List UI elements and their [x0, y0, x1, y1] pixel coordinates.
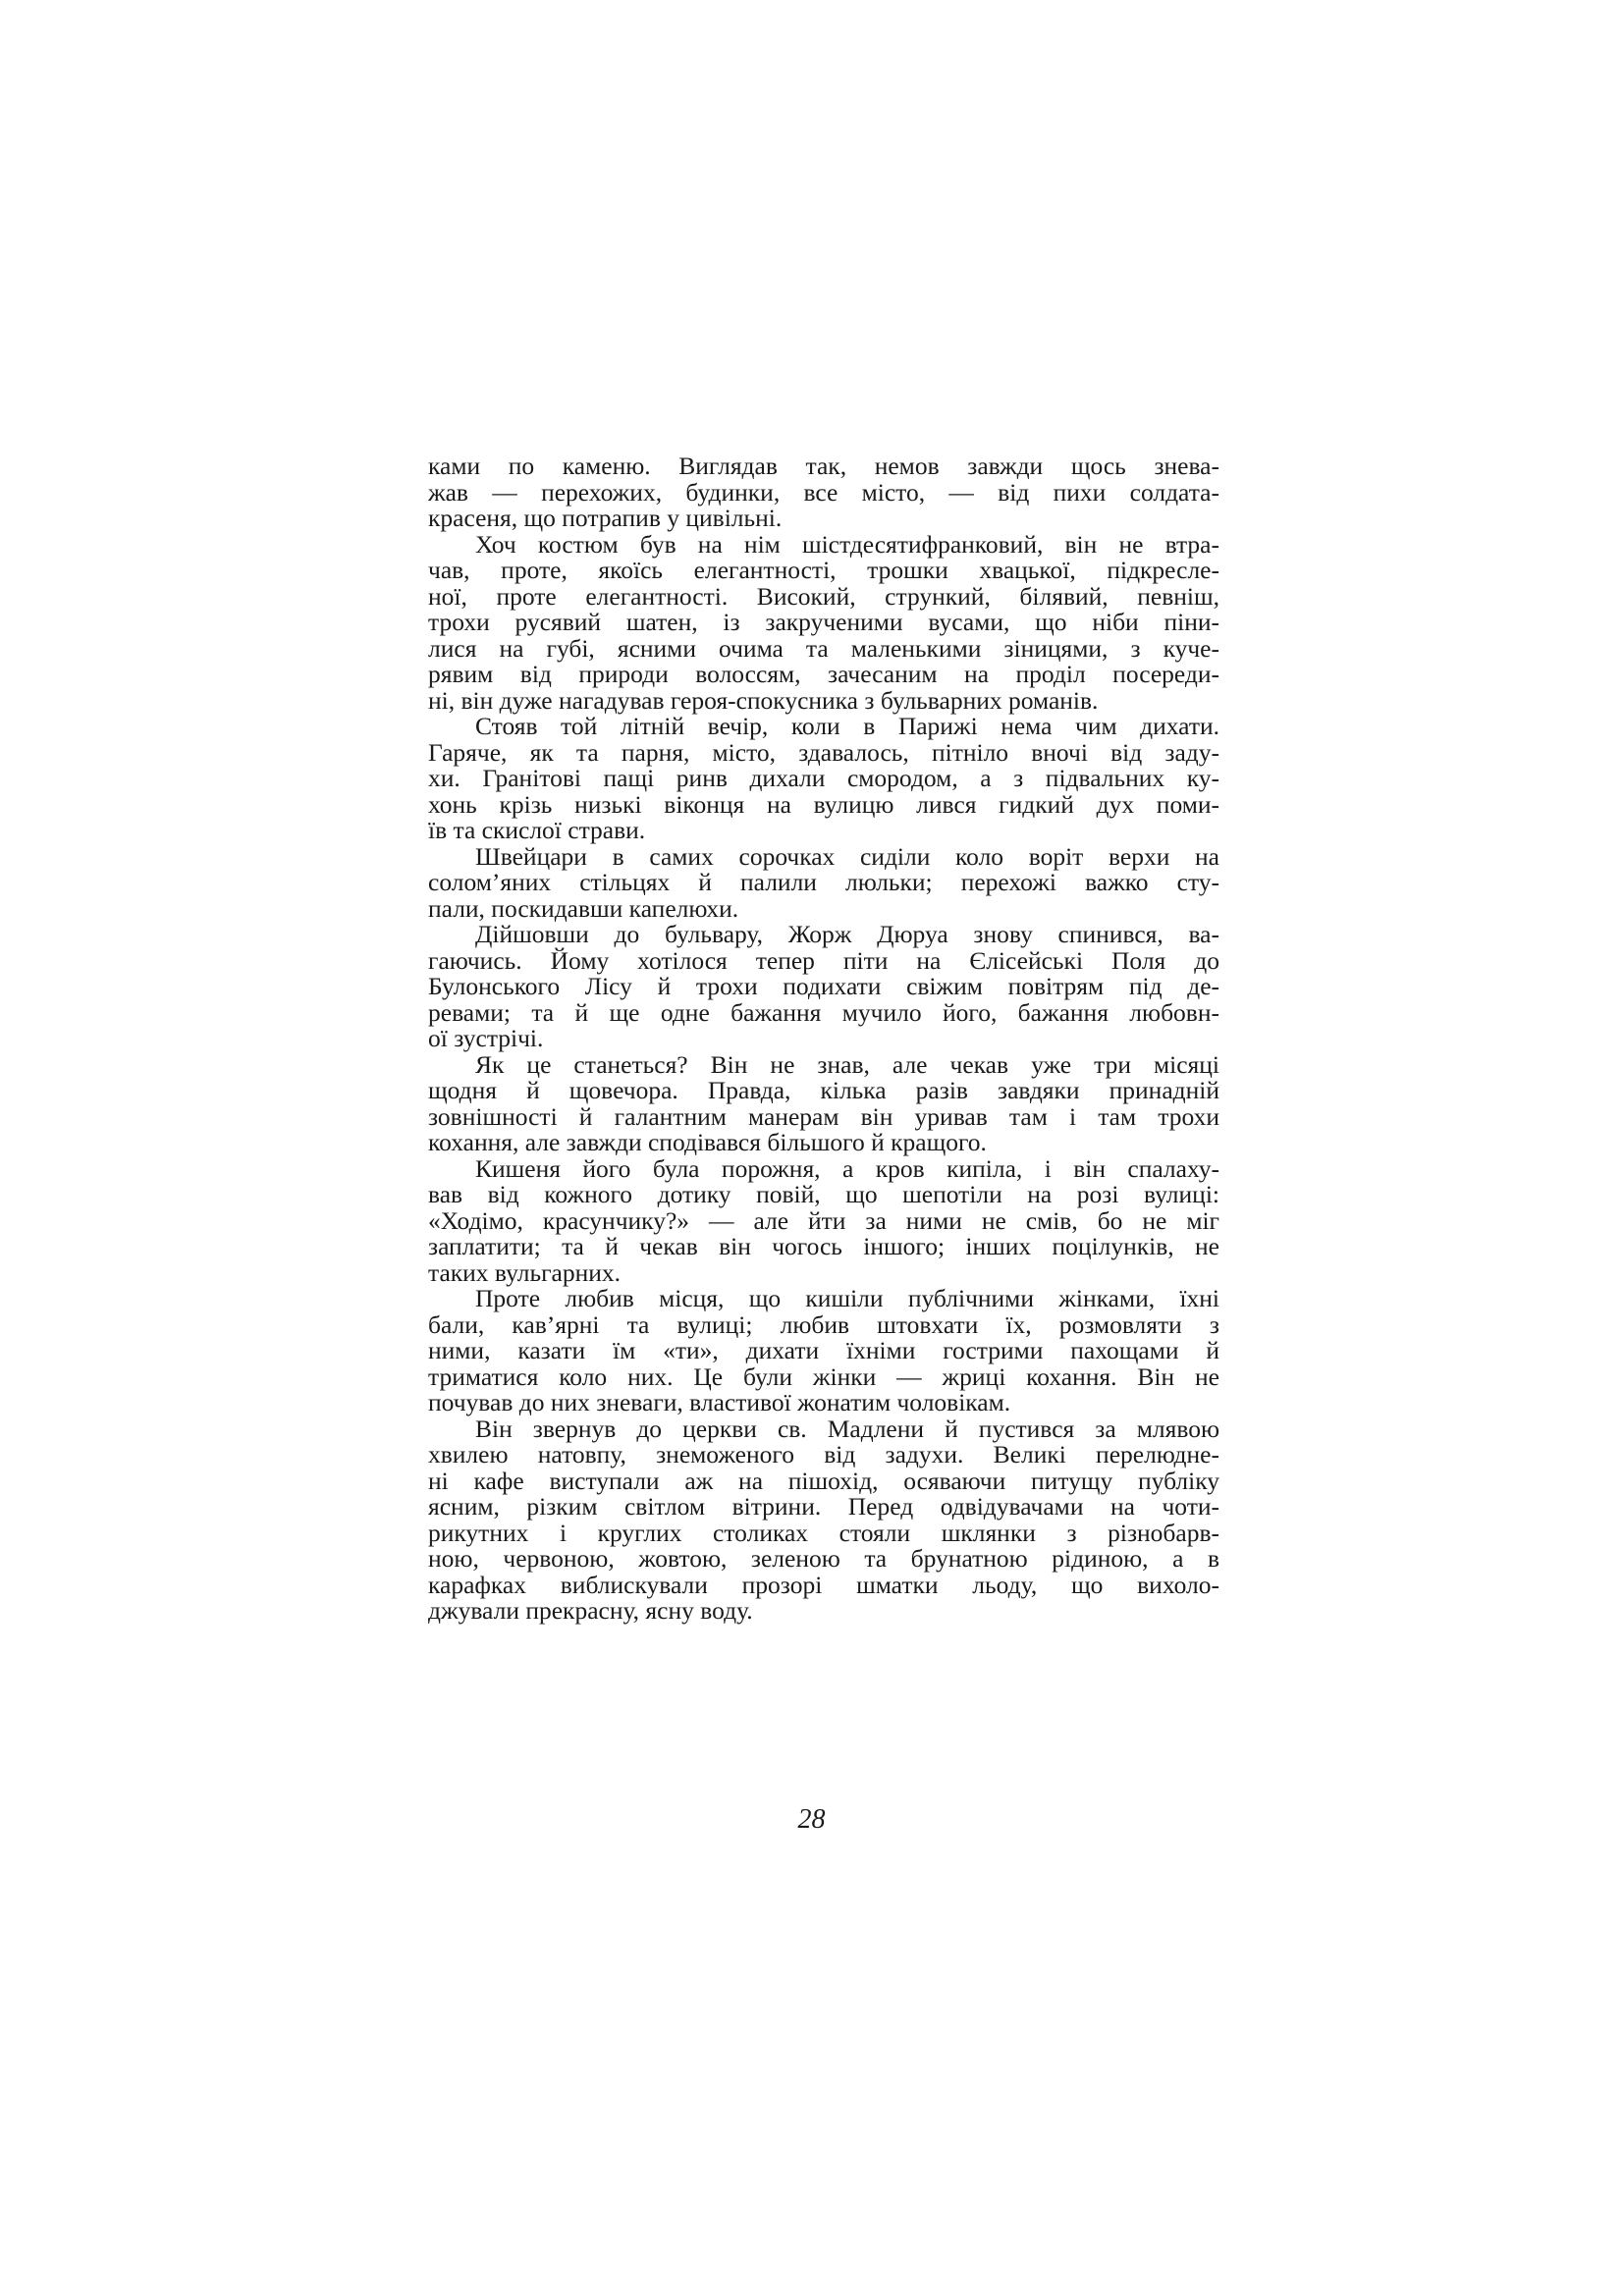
- text-line: ною, червоною, жовтою, зеленою та брунатною рідиною, а в: [428, 1544, 1219, 1573]
- text-line: почував до них зневаги, властивої жонатим чоловікам.: [428, 1388, 1011, 1416]
- text-line: хвилею натовпу, знеможеного від задухи. Великі перелюдне-: [428, 1440, 1219, 1468]
- text-line: Швейцари в самих сорочках сиділи коло воріт верхи на: [475, 841, 1219, 871]
- text-line: карафках виблискували прозорі шматки льоду, що вихоло-: [428, 1570, 1219, 1599]
- text-line: чав, проте, якоїсь елегантності, трошки хвацької, підкресле-: [428, 556, 1219, 584]
- text-line: Проте любив місця, що кишіли публічними жінками, їхні: [475, 1284, 1219, 1312]
- text-line: таких вульгарних.: [428, 1257, 622, 1287]
- text-line: зовнішності й галантним манерам він уривав там і там трохи: [428, 1101, 1219, 1131]
- text-line: хи. Гранітові пащі ринв дихали смородом, а з підвальних ку-: [428, 764, 1219, 792]
- text-line: Він звернув до церкви св. Мадлени й пустився за млявою: [475, 1414, 1219, 1443]
- text-line: бали, кав’ярні та вулиці; любив штовхати їх, розмовляти з: [428, 1309, 1219, 1339]
- paragraph: [428, 1416, 1219, 1625]
- paragraph: [428, 1153, 1219, 1287]
- text-line: солом’яних стільцях й палили люльки; перехожі важко сту-: [428, 868, 1219, 896]
- text-line: заплатити; та й чекав він чогось іншого; інших поцілунків, не: [428, 1232, 1219, 1260]
- text-line: хонь крізь низькі віконця на вулицю лився гидкий дух поми-: [428, 789, 1219, 819]
- text-line: Гаряче, як та парня, місто, здавалось, пітніло вночі від заду-: [428, 737, 1219, 767]
- body-text: [428, 454, 1219, 1625]
- text-line: рикутних і круглих столиках стояли шклянки з різнобарв-: [428, 1518, 1219, 1547]
- text-line: ні, він дуже нагадував героя-спокусника з бульварних романів.: [428, 685, 1099, 715]
- text-line: Хоч костюм був на нім шістдесятифранковий, він не втра-: [475, 529, 1219, 559]
- text-line: Кишеня його була порожня, а кров кипіла, і він спалаху-: [475, 1153, 1219, 1183]
- text-line: ними, казати їм «ти», дихати їхніми гострими пахощами й: [428, 1336, 1219, 1364]
- text-line: красеня, що потрапив у цивільні.: [428, 504, 783, 532]
- text-line: кохання, але завжди сподівався більшого й кращого.: [428, 1128, 987, 1156]
- text-line: їв та скислої страви.: [428, 816, 646, 844]
- text-line: джували прекрасну, ясну воду.: [428, 1596, 753, 1625]
- text-line: Як це станеться? Він не знав, але чекав уже три місяці: [475, 1049, 1219, 1079]
- paragraph: [428, 454, 1219, 532]
- paragraph: [428, 1286, 1219, 1416]
- paragraph: [428, 841, 1219, 923]
- text-line: ної, проте елегантності. Високий, стрункий, білявий, певніш,: [428, 581, 1219, 611]
- text-line: Дійшовши до бульвару, Жорж Дюруа знову спинився, ва-: [475, 920, 1219, 948]
- text-line: лися на губі, ясними очима та маленькими зіницями, з куче-: [428, 633, 1219, 663]
- text-line: ками по каменю. Виглядав так, немов завжди щось знева-: [428, 452, 1219, 480]
- text-line: Стояв той літній вечір, коли в Парижі нема чим дихати.: [475, 712, 1219, 740]
- text-line: триматися коло них. Це були жінки — жриці кохання. Він не: [428, 1362, 1219, 1391]
- text-line: Булонського Лісу й трохи подихати свіжим повітрям під де-: [428, 972, 1219, 1000]
- paragraph: [428, 529, 1219, 715]
- text-line: гаючись. Йому хотілося тепер піти на Єлісейські Поля до: [428, 945, 1219, 975]
- text-line: жав — перехожих, будинки, все місто, — від пихи солдата-: [428, 477, 1219, 507]
- text-line: ої зустрічі.: [428, 1024, 544, 1052]
- text-line: рявим від природи волоссям, зачесаним на проділ посереди-: [428, 660, 1219, 688]
- paragraph: [428, 922, 1219, 1052]
- page-number: 28: [797, 1804, 826, 1835]
- text-line: «Ходімо, красунчику?» — але йти за ними не смів, бо не міг: [428, 1205, 1219, 1235]
- text-line: щодня й щовечора. Правда, кілька разів завдяки принадній: [428, 1076, 1219, 1104]
- paragraph: [428, 714, 1219, 844]
- text-line: ревами; та й ще одне бажання мучило його, бажання любовн-: [428, 997, 1219, 1027]
- text-line: ясним, різким світлом вітрини. Перед одвідувачами на чоти-: [428, 1492, 1219, 1521]
- text-line: вав від кожного дотику повій, що шепотіли на розі вулиці:: [428, 1180, 1219, 1208]
- text-line: пали, поскидавши капелюхи.: [428, 893, 739, 923]
- text-line: трохи русявий шатен, із закрученими вусами, що ніби піни-: [428, 608, 1219, 636]
- paragraph: [428, 1049, 1219, 1156]
- text-line: ні кафе виступали аж на пішохід, осяваючи питущу публіку: [428, 1466, 1219, 1495]
